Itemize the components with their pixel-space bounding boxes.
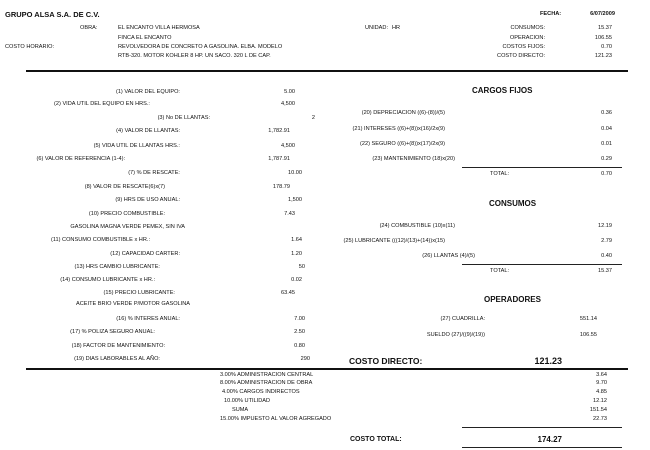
cargos-fijos-label: (23) MANTENIMIENTO (18)x(20) [372,156,455,162]
summary-value: 15.37 [598,25,612,31]
param-label: (10) PRECIO COMBUSTIBLE: [88,211,165,217]
consumos-total-label: TOTAL: [490,268,510,274]
param-label: (14) CONSUMO LUBRICANTE x HR.: [60,277,155,283]
param-value: 0.80 [294,343,305,349]
consumos-title: CONSUMOS [489,199,537,208]
summary-label: COSTOS FIJOS: [502,44,545,50]
summary-value: 0.70 [601,44,612,50]
param-value: 290 [300,356,310,362]
operadores-title: OPERADORES [484,295,541,304]
param-label: (12) CAPACIDAD CARTER: [110,251,180,257]
indirecto-value: 9.70 [596,380,607,386]
unidad-label: UNIDAD: [365,25,388,31]
summary-label: OPERACION: [509,35,545,41]
param-label: (15) PRECIO LUBRICANTE: [103,290,175,296]
cargos-fijos-value: 0.01 [601,141,612,147]
indirecto-label: 10.00% UTILIDAD [224,398,271,404]
operadores-value: 106.55 [579,332,597,338]
param-label: (4) VALOR DE LLANTAS: [116,128,180,134]
consumos-label: (25) LUBRICANTE (((12)/(13)+(14))x(15) [343,238,445,244]
param-value: 1.64 [291,237,302,243]
indirecto-label: 3.00% ADMINISTRACION CENTRAL [220,372,314,378]
cargos-fijos-title: CARGOS FIJOS [472,86,533,95]
param-value: 1.20 [291,251,302,257]
param-value: 4,500 [281,143,295,149]
costo-horario-label: COSTO HORARIO: [5,44,55,50]
fecha-value: 6/07/2009 [590,11,615,17]
costo-directo-label: COSTO DIRECTO: [349,356,423,366]
param-value: 0.02 [291,277,302,283]
param-label: (5) VIDA UTIL DE LLANTAS HRS.: [93,143,180,149]
summary-value: 106.55 [594,35,612,41]
cargos-fijos-total-value: 0.70 [601,171,612,177]
obra-line-1: EL ENCANTO VILLA HERMOSA [118,25,200,31]
unidad-value: HR [392,25,401,31]
param-label: (8) VALOR DE RESCATE(6)x(7) [84,184,165,190]
param-value: 2 [311,115,315,121]
indirecto-value: 12.12 [593,398,607,404]
lubricant-description: ACEITE BRIO VERDE P/MOTOR GASOLINA [76,301,190,307]
costo-directo-value: 121.23 [534,356,562,366]
header-divider [26,70,628,72]
param-value: 10.00 [288,170,302,176]
operadores-label: SUELDO (27)/((9)/(19)) [426,332,485,338]
cargos-fijos-divider [462,167,622,168]
param-label: (17) % POLIZA SEGURO ANUAL: [70,329,155,335]
param-label: (3) No DE LLANTAS: [157,115,210,121]
cargos-fijos-value: 0.36 [601,110,612,116]
cargos-fijos-value: 0.04 [601,126,612,132]
cargos-fijos-total-label: TOTAL: [490,171,510,177]
consumos-label: (26) LLANTAS (4)/(5) [422,253,475,259]
param-label: (9) HRS DE USO ANUAL: [115,197,180,203]
param-label: (2) VIDA UTIL DEL EQUIPO EN HRS.: [54,101,150,107]
param-value: 1,787.91 [268,156,290,162]
indirecto-value: 3.64 [596,372,607,378]
param-label: (19) DIAS LABORABLES AL AÑO: [74,356,160,362]
consumos-value: 2.79 [601,238,612,244]
summary-value: 121.23 [594,53,612,59]
company-name: GRUPO ALSA S.A. DE C.V. [5,10,100,19]
indirecto-value: 22.73 [593,416,607,422]
cargos-fijos-label: (20) DEPRECIACION ((6)-(8))/(5) [361,110,445,116]
param-value: 7.43 [284,211,295,217]
operadores-label: (27) CUADRILLA: [440,316,485,322]
param-value: 50 [298,264,305,270]
param-label: (6) VALOR DE REFERENCIA (1-4): [36,156,125,162]
param-value: 1,782.91 [268,128,290,134]
cargos-fijos-value: 0.29 [601,156,612,162]
consumos-label: (24) COMBUSTIBLE (10)x(11) [379,223,455,229]
indirecto-label: 4.00% CARGOS INDIRECTOS [222,389,300,395]
obra-line-2: FINCA EL ENCANTO [118,35,172,41]
indirecto-value: 151.54 [589,407,607,413]
param-label: (11) CONSUMO COMBUSTIBLE x HR.: [50,237,150,243]
param-value: 2.50 [294,329,305,335]
param-value: 7.00 [294,316,305,322]
indirecto-label: 15.00% IMPUESTO AL VALOR AGREGADO [220,416,332,422]
costo-total-label: COSTO TOTAL: [350,436,402,443]
consumos-value: 0.40 [601,253,612,259]
indirecto-label: SUMA [232,407,249,413]
param-value: 178.79 [272,184,290,190]
cargos-fijos-label: (22) SEGURO ((6)+(8))x(17)/2x(9) [359,141,445,147]
param-label: (7) % DE RESCATE: [128,170,180,176]
param-value: 4,500 [281,101,295,107]
consumos-value: 12.19 [598,223,612,229]
indirecto-value: 4.85 [596,389,607,395]
costo-directo-divider [26,368,628,370]
param-value: 63.45 [281,290,295,296]
costo-total-underline [462,447,622,448]
indirectos-divider [462,427,622,428]
param-label: (13) HRS CAMBIO LUBRICANTE: [74,264,160,270]
summary-label: COSTO DIRECTO: [497,53,545,59]
equipo-line-1: REVOLVEDORA DE CONCRETO A GASOLINA. ELBA. MODELO [118,44,283,50]
consumos-total-value: 15.37 [598,268,612,274]
param-label: (16) % INTERES ANUAL: [116,316,180,322]
operadores-value: 551.14 [579,316,597,322]
param-value: 5.00 [284,89,295,95]
param-label: (18) FACTOR DE MANTENIMIENTO: [71,343,165,349]
indirecto-label: 8.00% ADMINISTRACION DE OBRA [220,380,313,386]
fuel-description: GASOLINA MAGNA VERDE PEMEX, SIN IVA [70,224,185,230]
consumos-divider [462,264,622,265]
costo-total-value: 174.27 [537,435,562,444]
cargos-fijos-label: (21) INTERESES ((6)+(8))x(16)/2x(9) [352,126,445,132]
param-label: (1) VALOR DEL EQUIPO: [115,89,180,95]
obra-label: OBRA: [80,25,98,31]
param-value: 1,500 [288,197,302,203]
fecha-label: FECHA: [540,11,562,17]
equipo-line-2: RTB-320. MOTOR KOHLER 8 HP. UN SACO. 320 L DE CAP. [118,53,271,59]
summary-label: CONSUMOS: [510,25,545,31]
